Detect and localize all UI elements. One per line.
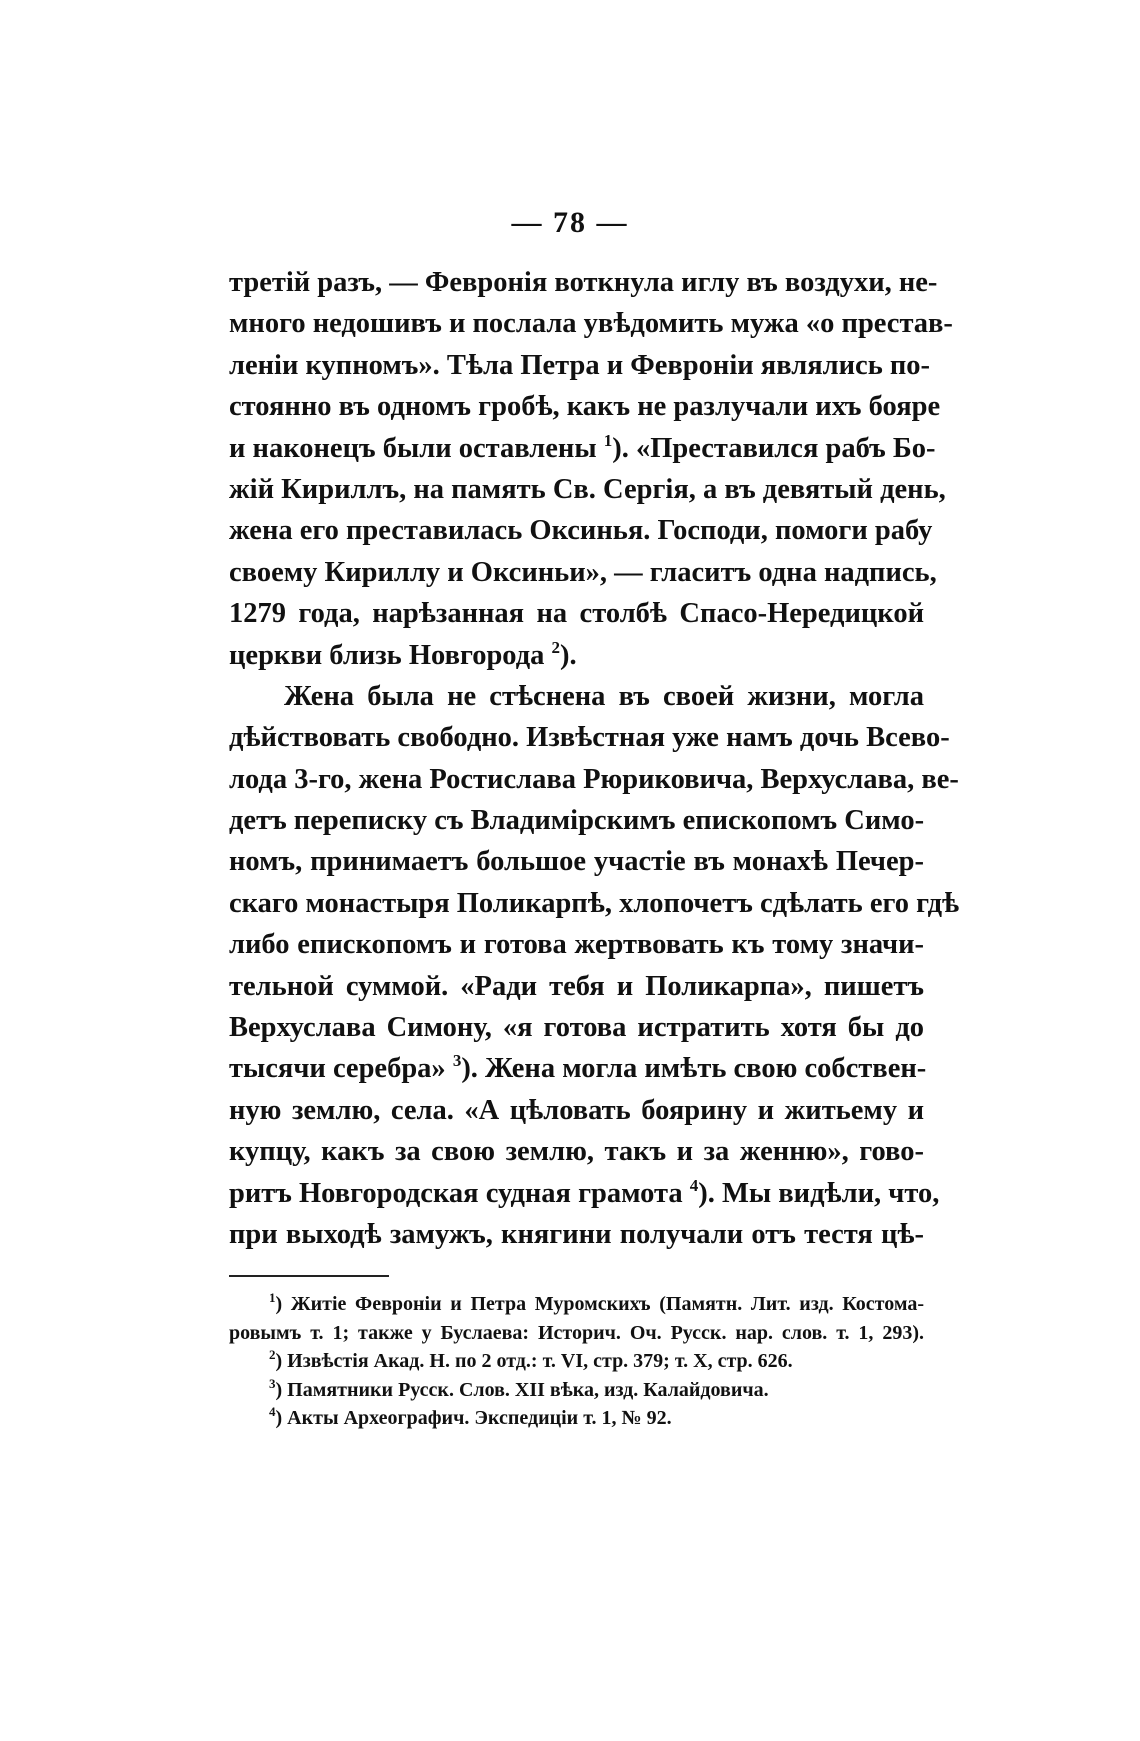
footnote-line [229,1347,924,1376]
footnote-text: ) Житіе Февроніи и Петра Муромскихъ (Памятн. Лит. изд. Костома- [275,1293,924,1315]
text-line-content: дѣйствовать свободно. Извѣстная уже намъ дочь Всево- [229,722,950,754]
text-line-content: Жена была не стѣснена въ своей жизни, могла [284,680,924,712]
text-line [229,883,960,924]
text-line-content: номъ, принимаетъ большое участіе въ монахѣ Печер- [229,846,924,878]
footnote-number: 1 [269,1290,276,1305]
footnote-text: ) Извѣстія Акад. Н. по 2 отд.: т. VI, стр. 379; т. X, стр. 626. [275,1350,793,1373]
footnote-text: ) Памятники Русск. Слов. XII вѣка, изд. Калайдовича. [275,1378,769,1401]
text-line [229,1090,924,1131]
text-line [229,510,933,551]
footnote-text: ) Акты Археографич. Экспедиціи т. 1, № 92. [275,1407,672,1430]
text-line [229,386,941,427]
text-line-content: третій разъ, — Февронія воткнула иглу въ воздухи, не- [229,267,938,298]
text-line-continuation: ). Мы видѣли, что, [698,1177,940,1209]
text-line-content: тельной суммой. «Ради тебя и Поликарпа», пишетъ [229,970,924,1002]
text-line-content: купцу, какъ за свою землю, такъ и за женню», гово- [229,1136,924,1168]
text-line-content: ную землю, села. «А цѣловать боярину и житьему и [229,1094,924,1126]
text-line-content: либо епископомъ и готова жертвовать къ тому значи- [229,929,924,961]
footnote-text: ровымъ т. 1; также у Буслаева: Историч. Оч. Русск. нар. слов. т. 1, 293). [229,1321,924,1344]
text-line-content: скаго монастыря Поликарпѣ, хлопочетъ сдѣлать его гдѣ [229,887,960,919]
text-line [229,717,950,758]
text-line [229,1007,924,1048]
text-line-continuation: ). Жена могла имѣть свою собствен- [461,1053,927,1085]
footnote-line [229,1376,924,1405]
footnote-line [229,1404,924,1433]
text-line-continuation: ). «Преставился рабъ Бо- [612,432,936,464]
text-line [229,345,931,386]
footnote-line [229,1319,924,1348]
text-line [229,593,924,634]
text-line-content: леніи купномъ». Тѣла Петра и Февроніи являлись по- [229,349,931,381]
text-line [229,966,924,1007]
text-line [229,303,953,344]
text-line-content: церкви близь Новгорода [229,639,552,671]
text-line-continuation: ). [560,639,577,671]
page-number: — 78 — [511,206,629,239]
footnote-reference: 1 [603,430,613,450]
text-line [229,469,946,510]
text-line-content: и наконецъ были оставлены [229,432,604,464]
text-line [229,1131,924,1172]
text-line [229,1173,940,1214]
text-line-content: при выходѣ замужъ, княгини получали отъ тестя цѣ- [229,1218,924,1250]
text-line [229,759,959,800]
text-line-content: жій Кириллъ, на память Св. Сергія, а въ девятый день, [229,473,946,505]
text-line-content: ритъ Новгородская судная грамота [229,1177,690,1209]
text-line [229,428,936,469]
text-line-content: своему Кириллу и Оксиньи», — гласитъ одна надпись, [229,556,937,588]
footnote-number: 2 [269,1347,276,1363]
text-line [229,676,924,717]
footnote-reference: 3 [452,1051,462,1071]
footnote-number: 4 [269,1404,276,1420]
body-text [229,262,960,1255]
text-line [229,262,938,303]
text-line-content: стоянно въ одномъ гробѣ, какъ не разлучали ихъ бояре [229,391,941,423]
text-line-content: тысячи серебра» [229,1053,453,1085]
text-line [229,924,924,965]
text-line [229,552,937,593]
text-line-content: жена его преставилась Оксинья. Господи, помоги рабу [229,515,933,547]
footnote-number: 3 [269,1375,276,1391]
text-line-content: 1279 года, нарѣзанная на столбѣ Спасо-Нередицкой [229,598,924,630]
footnote-divider [229,1275,389,1277]
footnote-reference: 4 [689,1175,699,1195]
text-line [229,635,924,676]
text-line-content: лода 3-го, жена Ростислава Рюриковича, Верхуслава, ве- [229,763,959,795]
footnote-line [229,1290,924,1319]
text-line [229,1214,924,1255]
footnotes [229,1290,924,1433]
text-line-content: Верхуслава Симону, «я готова истратить хотя бы до [229,1012,924,1044]
text-line [229,800,924,841]
footnote-reference: 2 [551,637,561,657]
text-line-content: много недошивъ и послала увѣдомить мужа «о престав- [229,308,953,340]
text-line [229,841,924,882]
text-line [229,1048,927,1089]
text-line-content: детъ переписку съ Владимірскимъ епископомъ Симо- [229,805,925,837]
